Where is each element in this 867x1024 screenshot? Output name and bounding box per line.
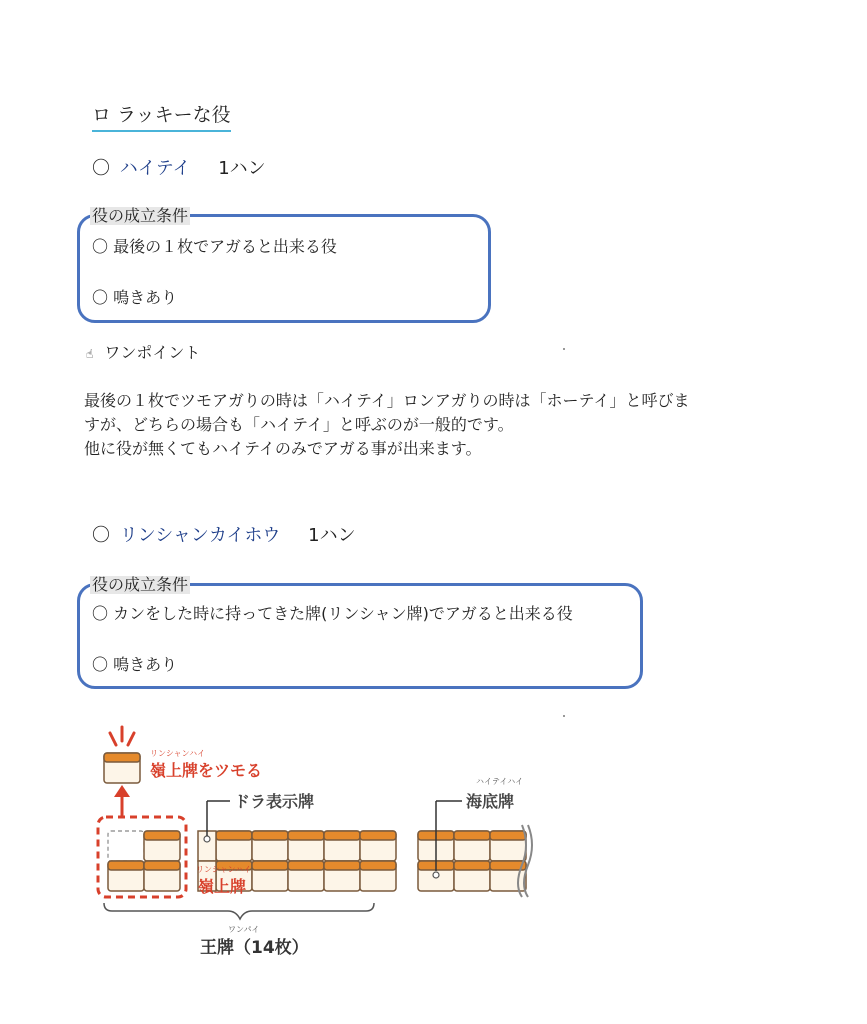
yaku-han: 1ハン — [308, 525, 356, 546]
condition-item: 〇 カンをした時に持ってきた牌(リンシャン牌)でアガると出来る役 — [92, 604, 573, 623]
wanpai-ruby: ワンパイ — [228, 925, 260, 934]
yaku-han: 1ハン — [218, 158, 266, 179]
yaku-haitei-heading — [92, 154, 266, 180]
empty-tile-slot — [108, 831, 144, 861]
pointing-hand-icon: ☝ — [86, 347, 94, 361]
one-point-title: ワンポイント — [104, 343, 201, 362]
condition-item: 〇 鳴きあり — [92, 655, 178, 674]
yaku-name: リンシャンカイホウ — [119, 525, 281, 546]
wanpai-diagram — [90, 725, 540, 965]
dora-label: ドラ表示牌 — [234, 792, 315, 811]
rinshan-ruby: リンシャンハイ — [150, 749, 206, 758]
up-arrow-icon — [114, 785, 130, 817]
section-title: ロ ラッキーな役 — [92, 100, 231, 132]
condition-item: 〇 鳴きあり — [92, 288, 178, 307]
yaku-marker: 〇 — [92, 525, 110, 546]
wanpai-brace — [104, 903, 374, 919]
stray-dot — [563, 715, 565, 717]
haitei-tile-marker — [433, 872, 439, 878]
condition-item: 〇 最後の１枚でアガると出来る役 — [92, 237, 337, 256]
haitei-ruby: ハイテイハイ — [476, 777, 524, 786]
rinshan-label: 嶺上牌 — [198, 877, 247, 896]
condition-label: 役の成立条件 — [92, 206, 189, 225]
one-point-line: 他に役が無くてもハイテイのみでアガる事が出来ます。 — [84, 439, 482, 458]
one-point-line: 最後の１枚でツモアガりの時は「ハイテイ」ロンアガりの時は「ホーテイ」と呼びま — [84, 391, 690, 410]
rinshan-ruby-2: リンシャンハイ — [196, 865, 252, 874]
one-point-heading — [86, 340, 200, 363]
wanpai-label: 王牌（14枚） — [200, 938, 309, 958]
yaku-rinshan-heading — [92, 521, 356, 547]
rinshan-tile — [104, 753, 140, 783]
sparkle-icon — [110, 727, 134, 745]
rinshan-tsumo-label: 嶺上牌をツモる — [150, 761, 263, 780]
yaku-name: ハイテイ — [119, 158, 191, 179]
yaku-marker: 〇 — [92, 158, 110, 179]
stray-dot — [563, 348, 565, 350]
one-point-line: すが、どちらの場合も「ハイテイ」と呼ぶのが一般的です。 — [84, 415, 514, 434]
one-point-text — [84, 389, 784, 461]
haitei-label: 海底牌 — [466, 792, 515, 811]
condition-label: 役の成立条件 — [92, 575, 189, 594]
